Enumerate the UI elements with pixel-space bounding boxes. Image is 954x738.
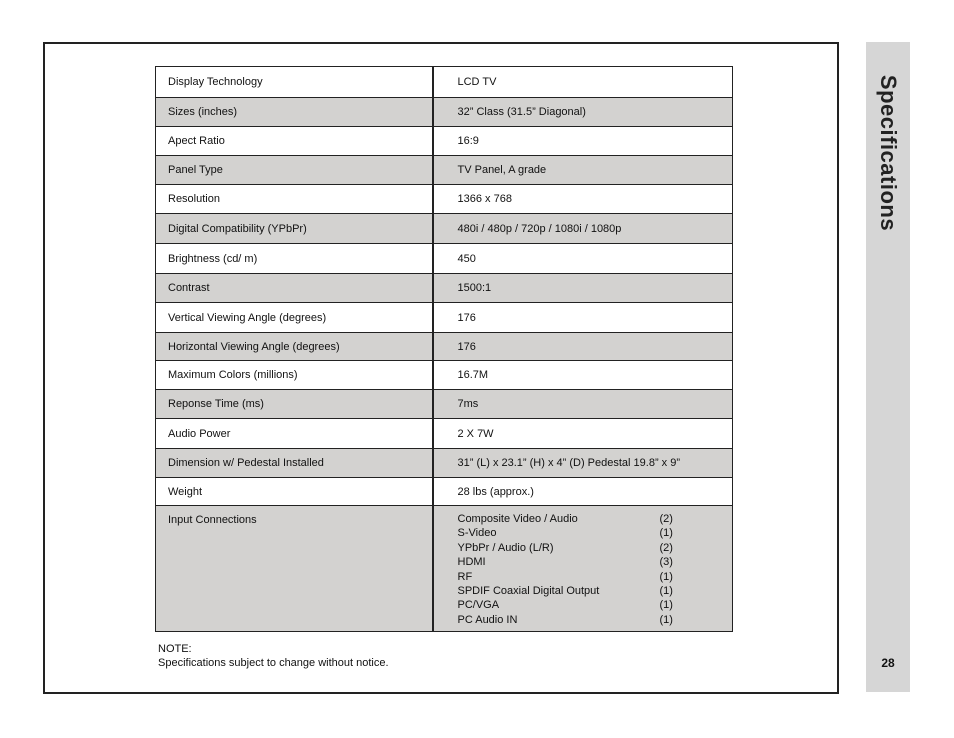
spec-value: 31” (L) x 23.1” (H) x 4” (D) Pedestal 19.8” x 9” bbox=[433, 449, 733, 478]
table-row bbox=[156, 419, 733, 449]
spec-label: Weight bbox=[156, 478, 433, 506]
spec-table bbox=[155, 66, 733, 632]
table-row bbox=[156, 274, 733, 303]
spec-value: 450 bbox=[433, 244, 733, 274]
connection-count: (1) bbox=[659, 613, 673, 626]
spec-label: Digital Compatibility (YPbPr) bbox=[156, 214, 433, 244]
table-row bbox=[156, 506, 733, 632]
spec-value: LCD TV bbox=[433, 67, 733, 98]
table-row bbox=[156, 303, 733, 333]
connection-name: RF bbox=[457, 570, 473, 583]
spec-value: 32” Class (31.5” Diagonal) bbox=[433, 98, 733, 127]
input-connections-label-cell bbox=[156, 506, 433, 632]
list-item bbox=[458, 613, 721, 627]
list-item bbox=[458, 526, 721, 540]
spec-label: Resolution bbox=[156, 185, 433, 214]
connection-name: YPbPr / Audio (L/R) bbox=[457, 541, 554, 554]
table-row bbox=[156, 390, 733, 419]
spec-value: 1500:1 bbox=[433, 274, 733, 303]
spec-value: 1366 x 768 bbox=[433, 185, 733, 214]
spec-value: 28 lbs (approx.) bbox=[433, 478, 733, 506]
connection-count: (3) bbox=[659, 556, 673, 569]
list-item bbox=[458, 570, 721, 584]
list-item bbox=[458, 584, 721, 598]
connection-count: (1) bbox=[659, 570, 673, 583]
spec-label: Horizontal Viewing Angle (degrees) bbox=[156, 333, 433, 361]
table-row bbox=[156, 185, 733, 214]
table-row bbox=[156, 449, 733, 478]
spec-label: Sizes (inches) bbox=[156, 98, 433, 127]
spec-value: 176 bbox=[433, 303, 733, 333]
spec-value: 176 bbox=[433, 333, 733, 361]
note-heading: NOTE: bbox=[158, 643, 192, 655]
connection-count: (1) bbox=[659, 599, 673, 612]
spec-label: Apect Ratio bbox=[156, 127, 433, 156]
list-item bbox=[458, 541, 721, 555]
spec-value: 2 X 7W bbox=[433, 419, 733, 449]
spec-label: Audio Power bbox=[156, 419, 433, 449]
table-row bbox=[156, 67, 733, 98]
connection-count: (2) bbox=[659, 513, 673, 525]
spec-label: Brightness (cd/ m) bbox=[156, 244, 433, 274]
connection-name: Composite Video / Audio bbox=[457, 513, 578, 525]
connection-count: (1) bbox=[659, 585, 673, 598]
table-row bbox=[156, 361, 733, 390]
spec-value: 7ms bbox=[433, 390, 733, 419]
page-number: 28 bbox=[881, 656, 895, 670]
table-row bbox=[156, 478, 733, 506]
spec-label: Maximum Colors (millions) bbox=[156, 361, 433, 390]
connection-name: PC/VGA bbox=[457, 599, 500, 612]
connection-name: HDMI bbox=[457, 556, 486, 569]
section-title-text: Specifications bbox=[876, 74, 901, 232]
list-item bbox=[458, 598, 721, 612]
spec-label: Reponse Time (ms) bbox=[156, 390, 433, 419]
spec-value: 480i / 480p / 720p / 1080i / 1080p bbox=[433, 214, 733, 244]
spec-label: Panel Type bbox=[156, 156, 433, 185]
note-block bbox=[158, 642, 389, 670]
table-row bbox=[156, 214, 733, 244]
list-item bbox=[458, 512, 721, 526]
connection-count: (1) bbox=[659, 527, 673, 540]
connection-list bbox=[458, 512, 721, 627]
connection-name: PC Audio IN bbox=[457, 613, 518, 626]
connection-count: (2) bbox=[659, 541, 673, 554]
note-text: Specifications subject to change without notice. bbox=[158, 657, 389, 669]
table-row bbox=[156, 127, 733, 156]
table-row bbox=[156, 244, 733, 274]
table-row bbox=[156, 98, 733, 127]
spec-value: TV Panel, A grade bbox=[433, 156, 733, 185]
spec-label: Contrast bbox=[156, 274, 433, 303]
list-item bbox=[458, 555, 721, 569]
table-row bbox=[156, 333, 733, 361]
spec-label: Dimension w/ Pedestal Installed bbox=[156, 449, 433, 478]
section-title bbox=[866, 58, 910, 248]
spec-label: Vertical Viewing Angle (degrees) bbox=[156, 303, 433, 333]
spec-label: Display Technology bbox=[156, 67, 433, 98]
spec-value: 16:9 bbox=[433, 127, 733, 156]
table-row bbox=[156, 156, 733, 185]
input-connections-cell bbox=[433, 506, 733, 632]
connection-name: SPDIF Coaxial Digital Output bbox=[457, 585, 600, 598]
connection-name: S-Video bbox=[457, 527, 497, 540]
spec-label: Input Connections bbox=[168, 514, 257, 526]
spec-value: 16.7M bbox=[433, 361, 733, 390]
